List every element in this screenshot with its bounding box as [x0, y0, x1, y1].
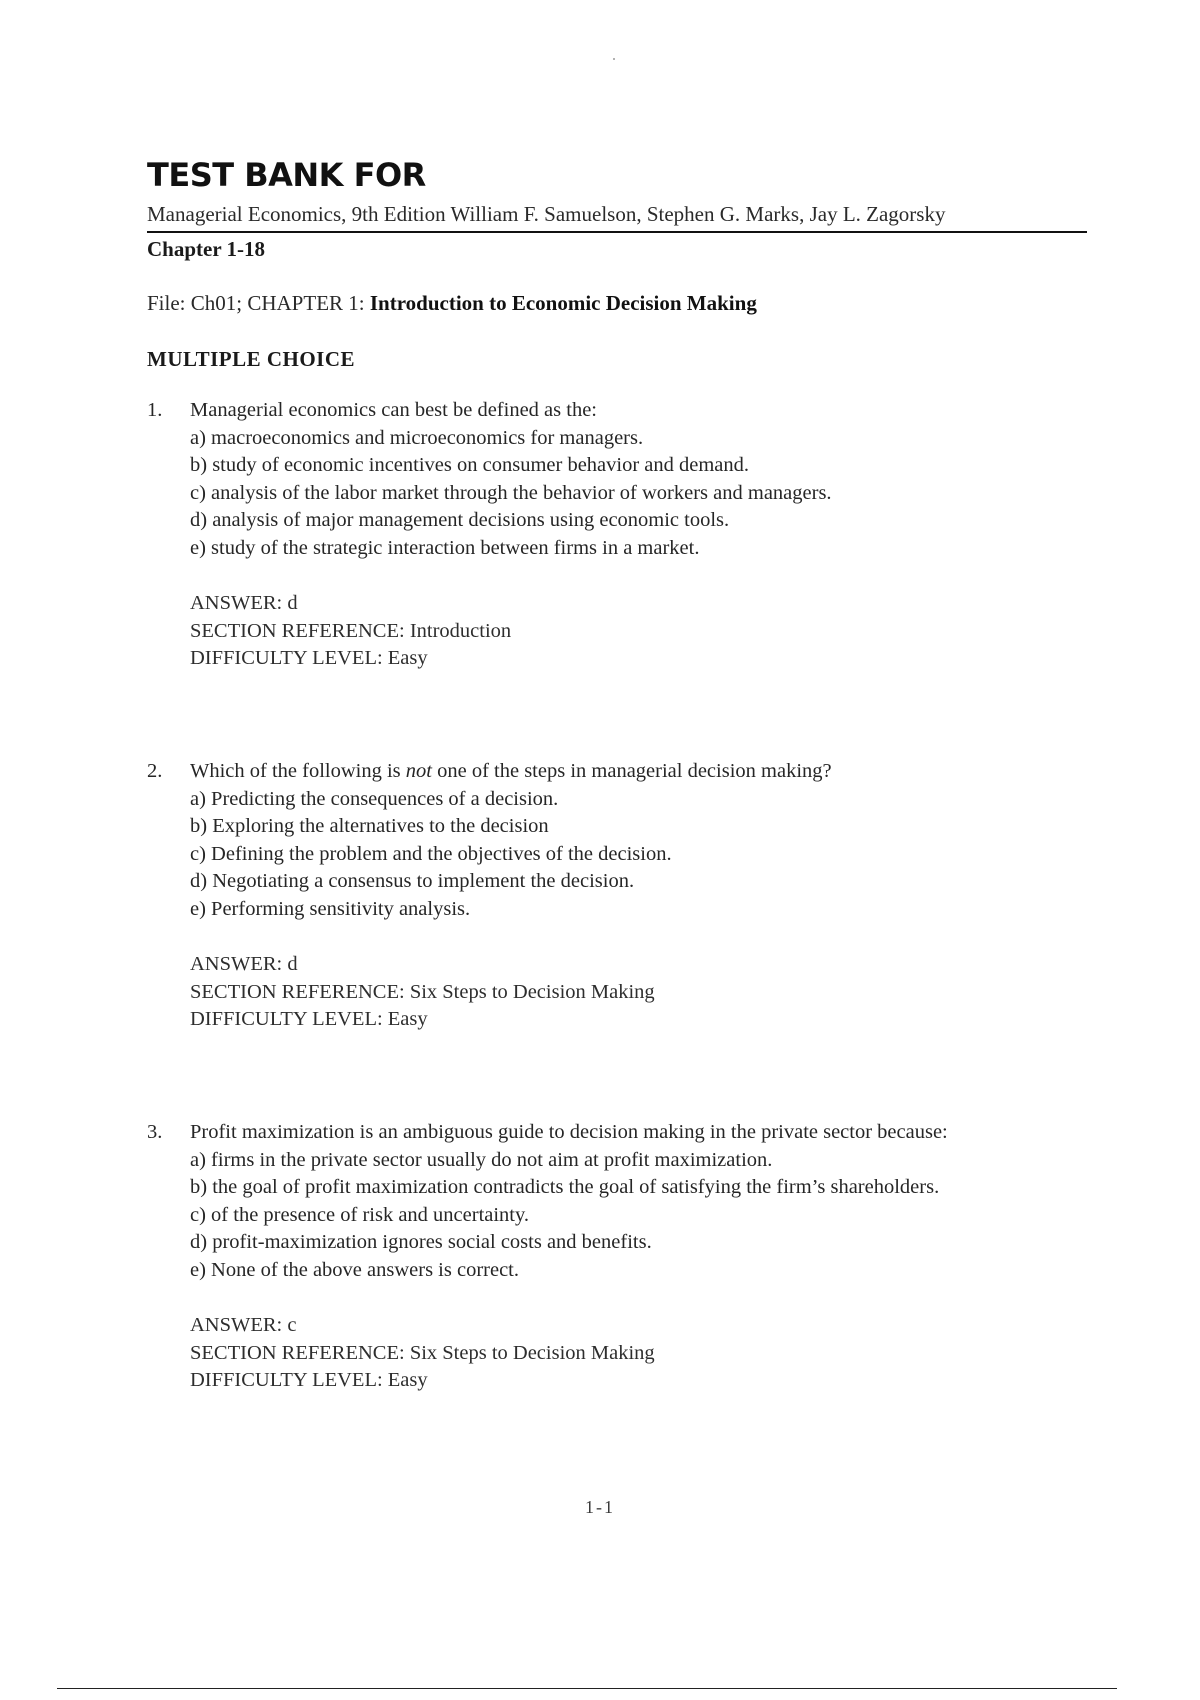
- document-title: TEST BANK FOR: [147, 156, 426, 194]
- answer-option: e) None of the above answers is correct.: [190, 1258, 520, 1281]
- bottom-divider: [57, 1688, 1117, 1689]
- file-line-prefix: File: Ch01; CHAPTER 1:: [147, 291, 370, 315]
- answer-option: a) firms in the private sector usually do not aim at profit maximization.: [190, 1148, 773, 1171]
- answer-key: ANSWER: d: [190, 953, 298, 975]
- answer-option: c) of the presence of risk and uncertainty.: [190, 1203, 530, 1226]
- question-meta: [190, 1312, 1087, 1395]
- answer-option: a) Predicting the consequences of a decision.: [190, 787, 559, 810]
- question-body: [190, 758, 1087, 1034]
- section-reference: SECTION REFERENCE: Introduction: [190, 619, 512, 642]
- answer-option: c) Defining the problem and the objectives of the decision.: [190, 842, 672, 865]
- difficulty-level: DIFFICULTY LEVEL: Easy: [190, 1008, 428, 1030]
- answer-option: b) Exploring the alternatives to the decision: [190, 815, 549, 837]
- difficulty-level: DIFFICULTY LEVEL: Easy: [190, 1369, 428, 1391]
- question-stem-end: one of the steps in managerial decision making?: [431, 760, 832, 782]
- question-stem-start: Which of the following is: [190, 760, 406, 782]
- answer-option: d) Negotiating a consensus to implement the decision.: [190, 870, 635, 892]
- section-reference: SECTION REFERENCE: Six Steps to Decision Making: [190, 1341, 655, 1364]
- question-1: [147, 397, 1087, 673]
- question-number: 1.: [147, 399, 163, 421]
- answer-option: d) profit-maximization ignores social costs and benefits.: [190, 1231, 652, 1253]
- answer-option: d) analysis of major management decisions using economic tools.: [190, 509, 730, 531]
- question-body: [190, 397, 1087, 673]
- chapter-range: Chapter 1-18: [147, 237, 266, 261]
- answer-option: e) Performing sensitivity analysis.: [190, 897, 471, 920]
- question-stem: [190, 758, 1087, 786]
- answer-option: b) the goal of profit maximization contradicts the goal of satisfying the firm’s shareholders.: [190, 1176, 940, 1198]
- question-stem-emphasis: not: [405, 760, 432, 782]
- answer-key: ANSWER: c: [190, 1314, 297, 1336]
- question-stem: Managerial economics can best be defined as the:: [190, 399, 597, 421]
- answer-option: c) analysis of the labor market through the behavior of workers and managers.: [190, 481, 832, 504]
- section-heading: MULTIPLE CHOICE: [147, 347, 356, 371]
- file-line: [147, 291, 757, 316]
- chapter-title: Introduction to Economic Decision Making: [369, 291, 757, 315]
- question-meta: [190, 951, 1087, 1034]
- scan-speck: [613, 58, 615, 60]
- question-3: [147, 1119, 1087, 1395]
- section-reference: SECTION REFERENCE: Six Steps to Decision Making: [190, 980, 655, 1003]
- answer-key: ANSWER: d: [190, 592, 298, 614]
- page-number: 1-1: [585, 1497, 615, 1517]
- question-number: 2.: [147, 760, 163, 782]
- difficulty-level: DIFFICULTY LEVEL: Easy: [190, 647, 428, 669]
- question-meta: [190, 590, 1087, 673]
- answer-option: b) study of economic incentives on consumer behavior and demand.: [190, 454, 750, 476]
- question-body: [190, 1119, 1087, 1395]
- question-stem: Profit maximization is an ambiguous guide to decision making in the private sector because:: [190, 1121, 948, 1143]
- book-subtitle: Managerial Economics, 9th Edition William F. Samuelson, Stephen G. Marks, Jay L. Zagorsky: [147, 202, 1087, 233]
- question-2: [147, 758, 1087, 1034]
- answer-option: e) study of the strategic interaction between firms in a market.: [190, 536, 700, 559]
- question-number: 3.: [147, 1121, 163, 1143]
- answer-option: a) macroeconomics and microeconomics for managers.: [190, 426, 644, 449]
